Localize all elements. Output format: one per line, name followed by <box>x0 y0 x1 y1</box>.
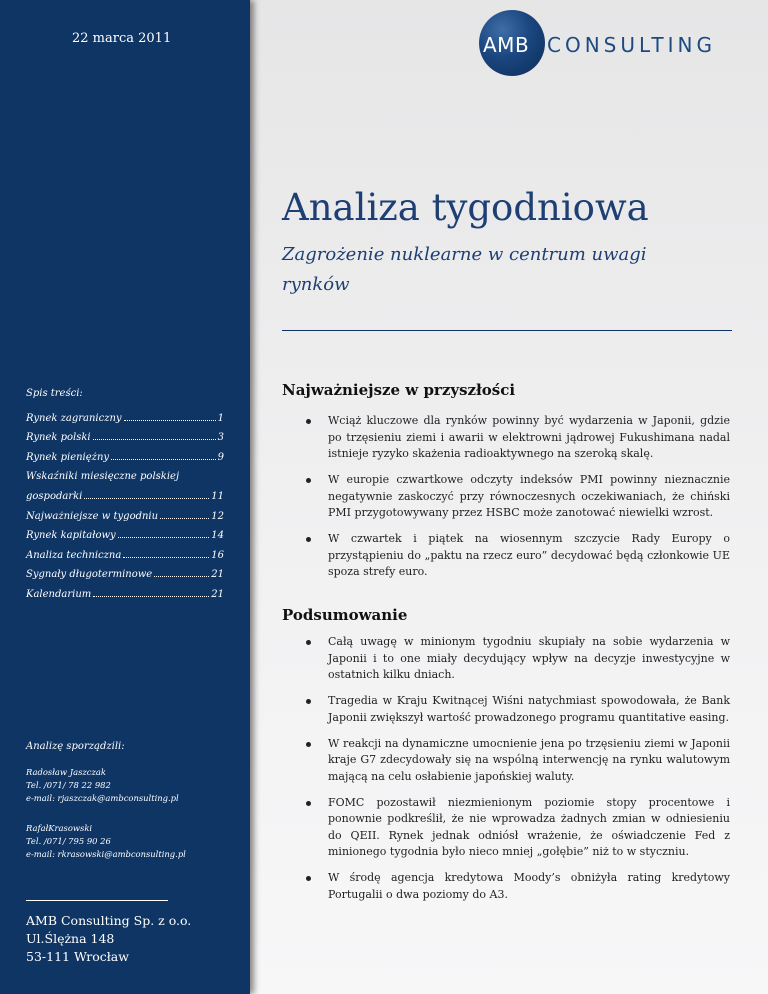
bullet-icon <box>306 801 311 806</box>
company-city: 53-111 Wrocław <box>26 949 129 964</box>
toc-item[interactable] <box>26 580 224 600</box>
toc-item-label: Rynek zagraniczny <box>26 412 122 424</box>
bullet-icon <box>306 478 311 483</box>
toc-item-label-line1[interactable]: Wskaźniki miesięczne polskiej <box>26 471 180 483</box>
toc-leader <box>123 557 209 558</box>
company-street: Ul.Ślężna 148 <box>26 931 115 946</box>
report-date: 22 marca 2011 <box>72 31 172 46</box>
toc-item-page: 21 <box>211 569 224 581</box>
toc-item[interactable] <box>26 541 224 561</box>
list-item <box>306 531 730 581</box>
toc-item-page: 11 <box>211 490 224 502</box>
list-item-text: FOMC pozostawił niezmienionym poziomie stopy procentowe i ponownie podkreślił, że nie wprowadza żadnych zmian w odniesieniu do QEII. Rynek jednak odniósł wrażenie, że oświadczenie Fed z minionego tygodnia było nieco mniej „gołębie” niż to w styczniu. <box>328 795 730 858</box>
list-item <box>306 870 730 903</box>
toc-item[interactable] <box>26 482 224 502</box>
toc-item-page: 3 <box>217 432 224 444</box>
toc-item-label: Rynek kapitałowy <box>26 530 116 542</box>
section-heading-future: Najważniejsze w przyszłości <box>282 381 516 399</box>
section-heading-summary: Podsumowanie <box>282 606 408 624</box>
author-phone: Tel. /071/ 795 90 26 <box>26 836 111 846</box>
author-phone: Tel. /071/ 78 22 982 <box>26 780 111 790</box>
bullet-list-future <box>306 413 730 590</box>
toc-leader <box>118 537 210 538</box>
toc-item[interactable] <box>26 502 224 522</box>
company-name: AMB Consulting Sp. z o.o. <box>26 913 192 928</box>
address-divider <box>26 900 168 901</box>
toc-leader <box>111 459 216 460</box>
bullet-list-summary <box>306 634 730 913</box>
toc-item[interactable] <box>26 522 224 542</box>
author-block <box>26 766 179 805</box>
toc-item-page: 1 <box>217 412 224 424</box>
author-name: RafałKrasowski <box>26 823 93 833</box>
bullet-icon <box>306 876 311 881</box>
toc-title: Spis treści: <box>26 388 83 399</box>
toc-item[interactable] <box>26 561 224 581</box>
toc-item-page: 12 <box>211 510 224 522</box>
list-item <box>306 693 730 726</box>
toc-leader <box>124 420 216 421</box>
list-item-text: W czwartek i piątek na wiosennym szczycie Rady Europy o przystąpieniu do „paktu na rzecz euro” decydować będą członkowie UE spoza strefy euro. <box>328 532 730 578</box>
list-item <box>306 472 730 522</box>
toc-item[interactable] <box>26 443 224 463</box>
list-item-text: Tragedia w Kraju Kwitnącej Wiśni natychmiast spowodowała, że Bank Japonii zwiększył wartość prowadzonego programu quantitative easing. <box>328 694 730 724</box>
list-item-text: W reakcji na dynamiczne umocnienie jena po trzęsieniu ziemi w Japonii kraje G7 zdecydowały się na wspólną interwencję na rynku walutowym mającą na celu osłabienie japońskiej waluty. <box>328 736 730 783</box>
toc-leader <box>160 518 209 519</box>
amb-consulting-logo <box>479 10 729 80</box>
list-item <box>306 736 730 786</box>
logo-text-amb: AMB <box>483 33 530 57</box>
toc-item-page: 9 <box>217 451 224 463</box>
author-email[interactable]: e-mail: rjaszczak@ambconsulting.pl <box>26 793 179 803</box>
list-item-text: W środę agencja kredytowa Moody’s obniżyła rating kredytowy Portugalii o dwa poziomy do A3. <box>328 871 730 901</box>
document-title: Analiza tygodniowa <box>282 186 649 229</box>
bullet-icon <box>306 699 311 704</box>
list-item <box>306 413 730 463</box>
bullet-icon <box>306 640 311 645</box>
toc-item-label: Kalendarium <box>26 588 92 600</box>
bullet-icon <box>306 419 311 424</box>
toc-item-label: Rynek pieniężny <box>26 451 110 463</box>
author-name: Radosław Jaszczak <box>26 767 106 777</box>
toc-item-label: Analiza techniczna <box>26 549 122 561</box>
toc-item-label: Rynek polski <box>26 432 91 444</box>
list-item-text: W europie czwartkowe odczyty indeksów PMI powinny nieznacznie negatywnie zaskoczyć przy równoczesnych oczekiwaniach, że chiński PMI przygotowywany przez HSBC może zanotować niewielki wzrost. <box>328 473 730 519</box>
author-email[interactable]: e-mail: rkrasowski@ambconsulting.pl <box>26 849 186 859</box>
toc-item-label: Sygnały długoterminowe <box>26 569 153 581</box>
toc-leader <box>93 439 216 440</box>
toc-item-page: 14 <box>211 530 224 542</box>
divider-left <box>26 330 250 331</box>
toc-item[interactable] <box>26 404 224 424</box>
author-block <box>26 822 186 861</box>
toc-item-label: gospodarki <box>26 490 83 502</box>
toc-leader <box>84 498 209 499</box>
bullet-icon <box>306 537 311 542</box>
logo-text-consulting: CONSULTING <box>547 33 716 57</box>
list-item-text: Całą uwagę w minionym tygodniu skupiały na sobie wydarzenia w Japonii i to one miały decydujący wpływ na decyzje inwestycyjne w ostatnich kilku dniach. <box>328 635 730 681</box>
table-of-contents <box>26 404 224 600</box>
toc-item-page: 16 <box>211 549 224 561</box>
sidebar <box>0 0 250 994</box>
toc-item-page: 21 <box>211 588 224 600</box>
toc-item[interactable] <box>26 424 224 444</box>
divider-right <box>282 330 732 331</box>
list-item <box>306 634 730 684</box>
list-item-text: Wciąż kluczowe dla rynków powinny być wydarzenia w Japonii, gdzie po trzęsieniu ziemi i awarii w elektrowni jądrowej Fukushimana nadal istnieje ryzyko skażenia radioaktywnego na szeroką skalę. <box>328 414 730 460</box>
toc-leader <box>93 596 209 597</box>
document-subtitle: Zagrożenie nuklearne w centrum uwagi rynków <box>282 244 647 295</box>
authors-title: Analizę sporządzili: <box>26 741 125 752</box>
list-item <box>306 795 730 861</box>
company-address <box>26 912 191 966</box>
toc-item-label: Najważniejsze w tygodniu <box>26 510 159 522</box>
toc-leader <box>154 576 209 577</box>
bullet-icon <box>306 742 311 747</box>
